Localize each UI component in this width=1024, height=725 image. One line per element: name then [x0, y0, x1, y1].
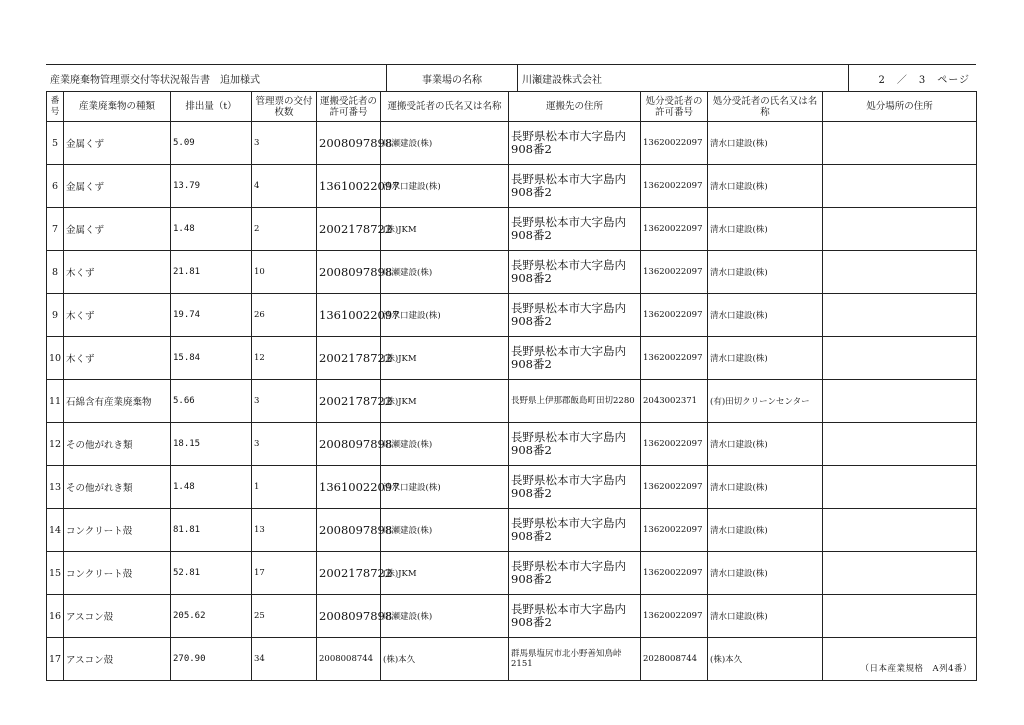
- manifest-count-cell: 3: [252, 122, 317, 165]
- col-header-transport-permit: 運搬受託者の許可番号: [317, 92, 381, 122]
- col-header-type: 産業廃棄物の種類: [64, 92, 171, 122]
- row-number: 15: [47, 552, 64, 595]
- manifest-count-cell: 3: [252, 423, 317, 466]
- transport-permit-cell: 13610022097: [317, 294, 381, 337]
- col-header-no: 番号: [47, 92, 64, 122]
- transport-name-cell: 川瀬建設(株): [381, 251, 509, 294]
- disposal-name-cell: 清水口建設(株): [708, 509, 823, 552]
- amount-cell: 5.66: [171, 380, 252, 423]
- disposal-site-cell: [823, 337, 977, 380]
- row-number: 13: [47, 466, 64, 509]
- col-header-disposal-name: 処分受託者の氏名又は名称: [708, 92, 823, 122]
- transport-permit-cell: 2002178722: [317, 337, 381, 380]
- transport-name-cell: 川瀬建設(株): [381, 595, 509, 638]
- waste-type-cell: コンクリート殻: [64, 509, 171, 552]
- waste-type-cell: 金属くず: [64, 122, 171, 165]
- report-title: 産業廃棄物管理票交付等状況報告書 追加様式: [50, 74, 260, 86]
- col-header-disposal-site: 処分場所の住所: [823, 92, 977, 122]
- amount-cell: 19.74: [171, 294, 252, 337]
- table-row: [47, 165, 977, 208]
- disposal-permit-cell: 2043002371: [641, 380, 708, 423]
- destination-cell: 群馬県塩尻市北小野善知鳥峠2151: [509, 638, 641, 681]
- table-header-row: [47, 92, 977, 122]
- destination-cell: 長野県松本市大字島内908番2: [509, 208, 641, 251]
- manifest-count-cell: 13: [252, 509, 317, 552]
- amount-cell: 1.48: [171, 208, 252, 251]
- col-header-count: 管理票の交付枚数: [252, 92, 317, 122]
- site-name: 川瀬建設株式会社: [518, 65, 849, 91]
- destination-cell: 長野県松本市大字島内908番2: [509, 122, 641, 165]
- transport-name-cell: (株)JKM: [381, 380, 509, 423]
- transport-permit-cell: 2008097898: [317, 251, 381, 294]
- disposal-name-cell: 清水口建設(株): [708, 294, 823, 337]
- table-row: [47, 509, 977, 552]
- disposal-site-cell: [823, 294, 977, 337]
- destination-cell: 長野県松本市大字島内908番2: [509, 552, 641, 595]
- transport-permit-cell: 2008097898: [317, 595, 381, 638]
- transport-permit-cell: 2002178722: [317, 380, 381, 423]
- transport-name-cell: (株)JKM: [381, 208, 509, 251]
- disposal-name-cell: 清水口建設(株): [708, 552, 823, 595]
- transport-name-cell: 川瀬建設(株): [381, 122, 509, 165]
- table-row: [47, 423, 977, 466]
- destination-cell: 長野県松本市大字島内908番2: [509, 337, 641, 380]
- manifest-count-cell: 17: [252, 552, 317, 595]
- disposal-permit-cell: 13620022097: [641, 165, 708, 208]
- disposal-site-cell: [823, 380, 977, 423]
- disposal-permit-cell: 13620022097: [641, 251, 708, 294]
- disposal-permit-cell: 13620022097: [641, 466, 708, 509]
- waste-type-cell: アスコン殻: [64, 638, 171, 681]
- disposal-site-cell: [823, 552, 977, 595]
- disposal-name-cell: 清水口建設(株): [708, 423, 823, 466]
- col-header-disposal-permit: 処分受託者の許可番号: [641, 92, 708, 122]
- disposal-permit-cell: 13620022097: [641, 122, 708, 165]
- amount-cell: 5.09: [171, 122, 252, 165]
- waste-type-cell: アスコン殻: [64, 595, 171, 638]
- disposal-permit-cell: 13620022097: [641, 294, 708, 337]
- amount-cell: 1.48: [171, 466, 252, 509]
- waste-type-cell: 金属くず: [64, 208, 171, 251]
- transport-name-cell: 川瀬建設(株): [381, 509, 509, 552]
- table-row: [47, 251, 977, 294]
- disposal-permit-cell: 13620022097: [641, 208, 708, 251]
- waste-type-cell: 木くず: [64, 251, 171, 294]
- transport-permit-cell: 2008008744: [317, 638, 381, 681]
- destination-cell: 長野県上伊那郡飯島町田切2280: [509, 380, 641, 423]
- amount-cell: 52.81: [171, 552, 252, 595]
- transport-name-cell: 清水口建設(株): [381, 165, 509, 208]
- table-row: [47, 552, 977, 595]
- col-header-transport-name: 運搬受託者の氏名又は名称: [381, 92, 509, 122]
- disposal-name-cell: (株)本久: [708, 638, 823, 681]
- transport-permit-cell: 2002178722: [317, 552, 381, 595]
- row-number: 16: [47, 595, 64, 638]
- waste-type-cell: 石綿含有産業廃棄物: [64, 380, 171, 423]
- row-number: 5: [47, 122, 64, 165]
- paper-size-note: （日本産業規格 A列4番）: [860, 664, 972, 674]
- table-row: [47, 337, 977, 380]
- disposal-name-cell: 清水口建設(株): [708, 595, 823, 638]
- disposal-site-cell: [823, 208, 977, 251]
- page-indicator: 2 ／ 3 ページ: [878, 74, 970, 86]
- table-row: [47, 466, 977, 509]
- transport-permit-cell: 13610022097: [317, 466, 381, 509]
- disposal-site-cell: [823, 509, 977, 552]
- destination-cell: 長野県松本市大字島内908番2: [509, 466, 641, 509]
- disposal-site-cell: [823, 251, 977, 294]
- manifest-count-cell: 4: [252, 165, 317, 208]
- manifest-count-cell: 10: [252, 251, 317, 294]
- disposal-permit-cell: 13620022097: [641, 423, 708, 466]
- disposal-name-cell: 清水口建設(株): [708, 165, 823, 208]
- destination-cell: 長野県松本市大字島内908番2: [509, 251, 641, 294]
- report-sheet: [46, 64, 976, 681]
- destination-cell: 長野県松本市大字島内908番2: [509, 165, 641, 208]
- row-number: 9: [47, 294, 64, 337]
- disposal-site-cell: [823, 165, 977, 208]
- disposal-permit-cell: 13620022097: [641, 509, 708, 552]
- manifest-table: [46, 91, 977, 681]
- destination-cell: 長野県松本市大字島内908番2: [509, 509, 641, 552]
- transport-name-cell: (株)本久: [381, 638, 509, 681]
- waste-type-cell: コンクリート殻: [64, 552, 171, 595]
- disposal-site-cell: [823, 638, 977, 681]
- amount-cell: 15.84: [171, 337, 252, 380]
- disposal-name-cell: (有)田切クリーンセンター: [708, 380, 823, 423]
- table-body: [47, 122, 977, 681]
- amount-cell: 13.79: [171, 165, 252, 208]
- manifest-count-cell: 12: [252, 337, 317, 380]
- disposal-name-cell: 清水口建設(株): [708, 337, 823, 380]
- waste-type-cell: 金属くず: [64, 165, 171, 208]
- amount-cell: 18.15: [171, 423, 252, 466]
- transport-name-cell: 清水口建設(株): [381, 466, 509, 509]
- amount-cell: 205.62: [171, 595, 252, 638]
- row-number: 7: [47, 208, 64, 251]
- transport-name-cell: (株)JKM: [381, 552, 509, 595]
- transport-permit-cell: 2008097898: [317, 122, 381, 165]
- disposal-name-cell: 清水口建設(株): [708, 251, 823, 294]
- row-number: 11: [47, 380, 64, 423]
- disposal-site-cell: [823, 466, 977, 509]
- manifest-count-cell: 26: [252, 294, 317, 337]
- destination-cell: 長野県松本市大字島内908番2: [509, 294, 641, 337]
- transport-permit-cell: 2002178722: [317, 208, 381, 251]
- transport-permit-cell: 2008097898: [317, 423, 381, 466]
- disposal-permit-cell: 13620022097: [641, 337, 708, 380]
- row-number: 12: [47, 423, 64, 466]
- table-row: [47, 638, 977, 681]
- manifest-count-cell: 34: [252, 638, 317, 681]
- disposal-permit-cell: 13620022097: [641, 595, 708, 638]
- table-row: [47, 208, 977, 251]
- manifest-count-cell: 25: [252, 595, 317, 638]
- row-number: 8: [47, 251, 64, 294]
- destination-cell: 長野県松本市大字島内908番2: [509, 423, 641, 466]
- destination-cell: 長野県松本市大字島内908番2: [509, 595, 641, 638]
- table-row: [47, 595, 977, 638]
- disposal-site-cell: [823, 122, 977, 165]
- table-row: [47, 380, 977, 423]
- transport-name-cell: 川瀬建設(株): [381, 423, 509, 466]
- transport-name-cell: 清水口建設(株): [381, 294, 509, 337]
- col-header-destination: 運搬先の住所: [509, 92, 641, 122]
- manifest-count-cell: 3: [252, 380, 317, 423]
- amount-cell: 81.81: [171, 509, 252, 552]
- waste-type-cell: 木くず: [64, 294, 171, 337]
- row-number: 17: [47, 638, 64, 681]
- disposal-name-cell: 清水口建設(株): [708, 122, 823, 165]
- site-name-label: 事業場の名称: [386, 65, 518, 91]
- table-row: [47, 122, 977, 165]
- waste-type-cell: その他がれき類: [64, 423, 171, 466]
- disposal-name-cell: 清水口建設(株): [708, 208, 823, 251]
- disposal-site-cell: [823, 423, 977, 466]
- disposal-name-cell: 清水口建設(株): [708, 466, 823, 509]
- amount-cell: 21.81: [171, 251, 252, 294]
- waste-type-cell: 木くず: [64, 337, 171, 380]
- table-row: [47, 294, 977, 337]
- manifest-count-cell: 1: [252, 466, 317, 509]
- amount-cell: 270.90: [171, 638, 252, 681]
- waste-type-cell: その他がれき類: [64, 466, 171, 509]
- transport-permit-cell: 13610022097: [317, 165, 381, 208]
- row-number: 6: [47, 165, 64, 208]
- report-header: [46, 64, 976, 91]
- row-number: 14: [47, 509, 64, 552]
- manifest-count-cell: 2: [252, 208, 317, 251]
- row-number: 10: [47, 337, 64, 380]
- disposal-site-cell: [823, 595, 977, 638]
- disposal-permit-cell: 2028008744: [641, 638, 708, 681]
- col-header-amount: 排出量（t）: [171, 92, 252, 122]
- transport-permit-cell: 2008097898: [317, 509, 381, 552]
- transport-name-cell: (株)JKM: [381, 337, 509, 380]
- disposal-permit-cell: 13620022097: [641, 552, 708, 595]
